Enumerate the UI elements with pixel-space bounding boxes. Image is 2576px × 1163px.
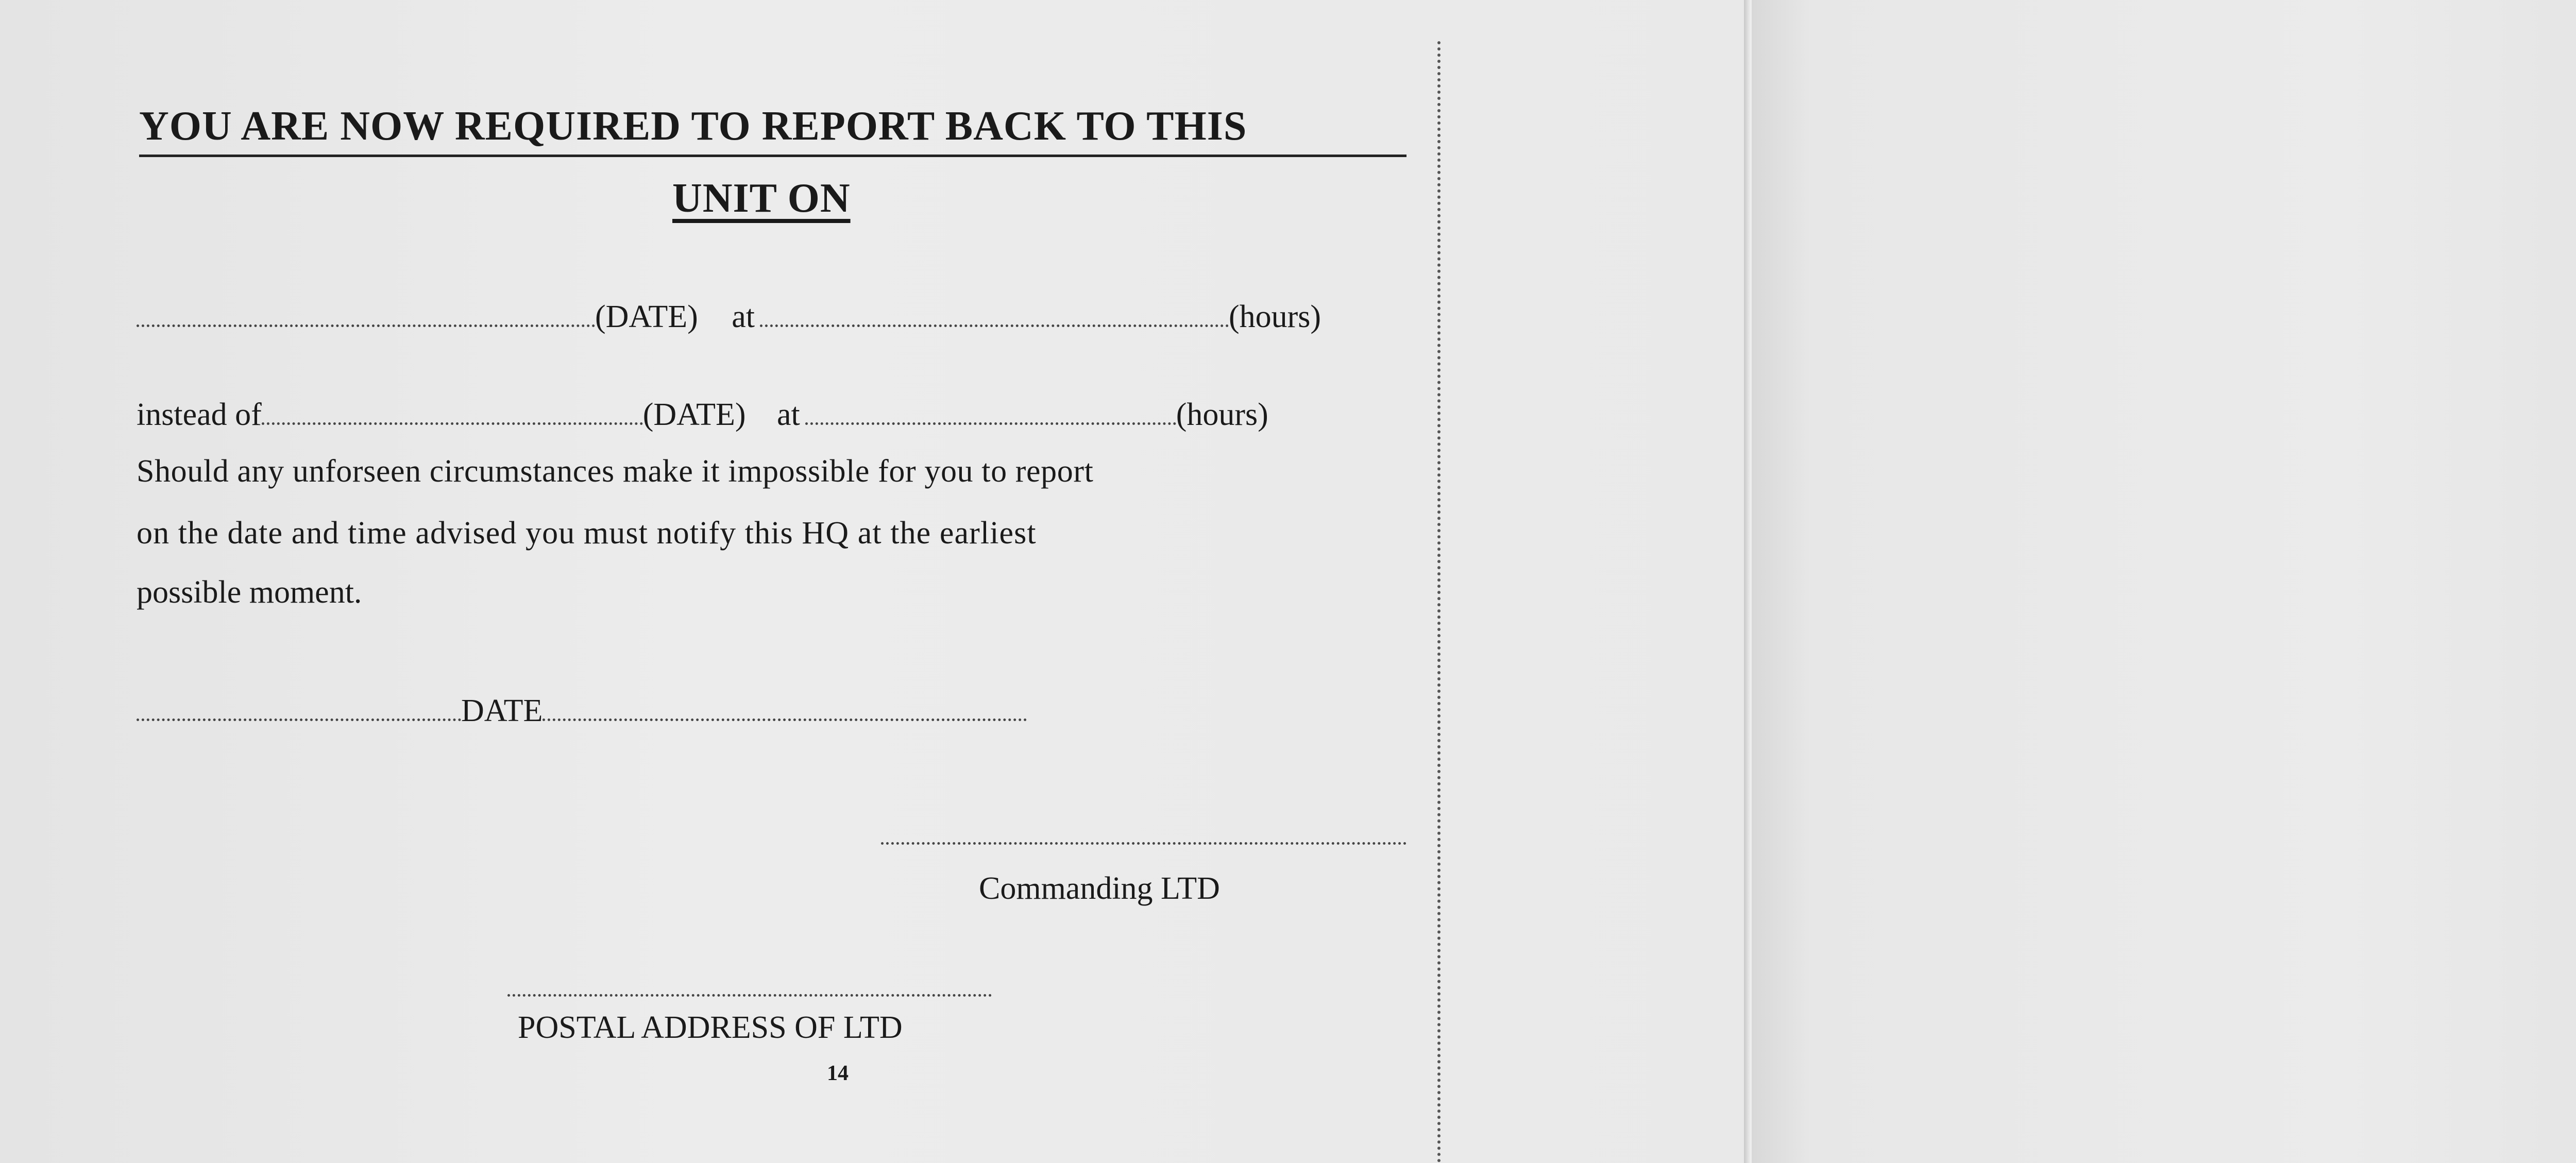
postal-address-line[interactable] (507, 994, 992, 997)
perforation-left (1437, 41, 1440, 1163)
report-date-field[interactable] (137, 324, 595, 327)
report-time-field[interactable] (760, 324, 1229, 327)
original-date-field[interactable] (262, 422, 643, 425)
at-label-2: at (776, 397, 800, 432)
commanding-label: Commanding LTD (979, 871, 1220, 906)
original-time-field[interactable] (805, 422, 1176, 425)
signed-date-field[interactable] (543, 719, 1027, 721)
paragraph-line-2: on the date and time advised you must notify this HQ at the earliest (137, 516, 1037, 551)
right-page (1752, 0, 2576, 1163)
date-label-2: (DATE) (642, 397, 746, 432)
paragraph-line-1: Should any unforseen circumstances make it impossible for you to report (137, 454, 1094, 489)
commanding-signature-line[interactable] (881, 842, 1406, 845)
page-number-left: 14 (827, 1062, 849, 1085)
heading-line-2: UNIT ON (672, 176, 851, 221)
instead-of-label: instead of (137, 397, 262, 432)
report-date-line (137, 299, 1321, 335)
paragraph-line-3: possible moment. (137, 575, 362, 610)
date-label-1: (DATE) (595, 299, 698, 334)
hours-label-1: (hours) (1228, 299, 1321, 334)
date-field-line (137, 693, 1027, 729)
at-label-1: at (732, 299, 755, 334)
heading-line-1: YOU ARE NOW REQUIRED TO REPORT BACK TO THIS (139, 104, 1247, 149)
hours-label-2: (hours) (1176, 397, 1268, 432)
place-field[interactable] (137, 719, 461, 721)
postal-address-label: POSTAL ADDRESS OF LTD (518, 1010, 903, 1045)
heading-underline (139, 155, 1406, 157)
date-field-label: DATE (461, 693, 543, 728)
instead-of-line (137, 397, 1268, 433)
